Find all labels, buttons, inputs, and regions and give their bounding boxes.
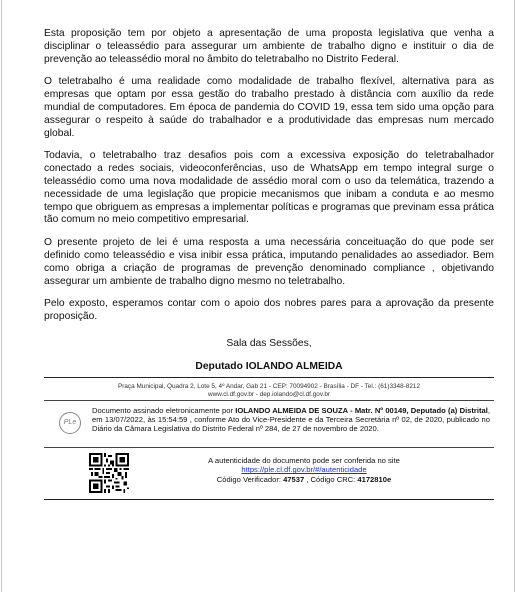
crc-label: , Código CRC: [304,474,358,484]
session-place: Sala das Sessões, [226,337,312,349]
paragraph-3: Todavia, o teletrabalho traz desafios pois com a excessiva exposição do teletrabalhador conectado a redes sociais, videoconferências, uso de WhatsApp em tempo integral surge o teleassédio como uma nova modalidade de assédio moral com o uso da telemática, trazendo a necessidade de uma legislação que propicie mecanismos que inibam a conduta e ao mesmo tempo que obriguem as empresas a implementar políticas e programas que previnam essa prática tão comum no meio competitivo empresarial. [44,150,494,226]
verification-link[interactable]: https://ple.cl.df.gov.br/#/autenticidade [241,465,367,475]
signature-text [92,406,490,434]
signer-name: Deputado IOLANDO ALMEIDA [195,360,343,372]
ple-logo: PLe [59,412,81,434]
address-line-2: www.cl.df.gov.br - dep.iolando@cl.df.gov.br [207,391,331,398]
verification-line: A autenticidade do documento pode ser conferida no site [208,456,400,465]
signature-signer: IOLANDO ALMEIDA DE SOUZA - Matr. Nº 00149, Deputado (a) Distrital [235,406,488,415]
address-line-1: Praça Municipal, Quadra 2, Lote 5, 4º Andar, Gab 21 - CEP: 70094902 - Brasília - DF - Tel.: (61)3348-8212 [117,383,421,390]
footer-bottom-divider [44,499,494,500]
verification-block [44,448,494,498]
footer-divider [44,377,494,378]
signature-prefix: Documento assinado eletronicamente por [92,406,236,415]
page-edge-right [514,0,515,592]
verification-text [184,456,424,484]
signature-suffix: , em 13/07/2022, às 15:54:59 , conforme Ato do Vice-Presidente e da Terceira Secretária nº 02, de 2020, publicado no Diário da Câmara Legislativa do Distrito Federal nº 284, de 27 de novembro de 2020. [92,406,490,434]
page-edge-left [1,0,2,592]
qr-code-icon [89,453,129,493]
paragraph-4: O presente projeto de lei é uma resposta a uma necessária conceituação do que pode ser definido como teleassédio e visa inibir essa prática, imputando penalidades ao assediador. Bem como obriga a criação de programas de prevenção denominado compliance , objetivando assegurar um ambiente de trabalho digno mesmo no teletrabalho. [44,237,494,287]
crc-value: 4172810e [357,474,392,484]
paragraph-5: Pelo exposto, esperamos contar com o apoio dos nobres pares para a aprovação da presente proposição. [44,298,494,323]
code-value: 47537 [283,474,305,484]
document-body [44,28,494,372]
paragraph-2: O teletrabalho é uma realidade como modalidade de trabalho flexível, alternativa para as empresas que optam por essa gestão do trabalho prestado à distância com auxílio da rede mundial de computadores. Em época de pandemia do COVID 19, essa tem sido uma opção para assegurar o respeito à saúde do trabalhador e a produtividade das empresas num mercado global. [44,76,494,139]
code-label: Código Verificador: [216,474,284,484]
footer-address [44,383,494,399]
paragraph-1: Esta proposição tem por objeto a apresentação de uma proposta legislativa que venha a disciplinar o teleassédio para assegurar um ambiente de trabalho digno e instituir o dia de prevenção ao teleassédio moral no âmbito do teletrabalho no Distrito Federal. [44,28,494,65]
verification-codes [184,475,424,484]
